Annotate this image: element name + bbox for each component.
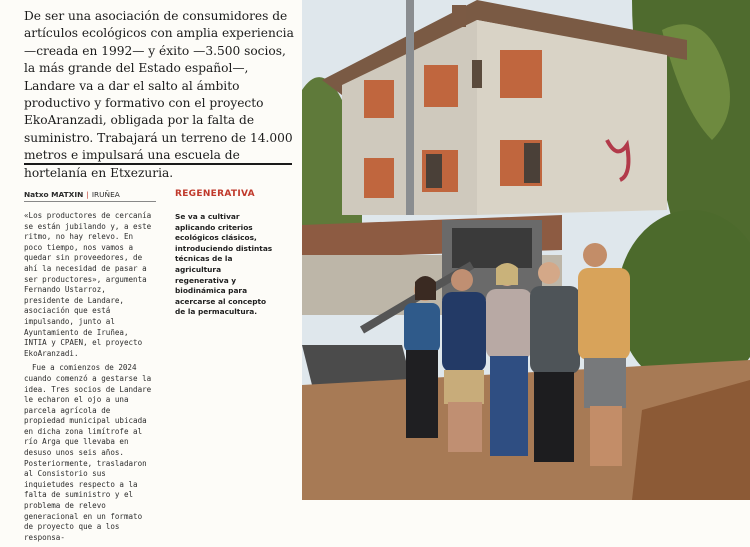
person-top — [404, 303, 440, 353]
sidebar-title: REGENERATIVA — [175, 189, 255, 199]
person-legs — [490, 356, 528, 456]
person-hair — [415, 276, 436, 300]
lead-divider — [24, 163, 292, 165]
byline-divider — [24, 201, 156, 202]
byline-separator: | — [86, 190, 89, 199]
tractor-cabin — [452, 228, 532, 268]
article-paragraph: «Los productores de cercanía se están jubilando y, a este ritmo, no hay relevo. En poco tiempo, nos vamos a quedar sin proveedores, de ahí la necesidad de pasar a ser productores», argumenta Fernando Ustarroz, presidente de Landare, asociación que está impulsando, junto al Ayuntamiento de Iruñea, INTIA y CPAEN, el proyecto EkoAranzadi. — [24, 211, 152, 358]
person-top — [530, 286, 580, 374]
window — [364, 80, 394, 118]
person-top — [486, 289, 532, 359]
article-paragraph: Fue a comienzos de 2024 cuando comenzó a gestarse la idea. Tres socios de Landare le echaron el ojo a una parcela agrícola de propiedad municipal ubicada en dicha zona limítrofe al río Arga que llevaba en desuso unos seis años. Posteriormente, trasladaron al Consistorio sus inquietudes respecto a la falta de suministro y el problema de relevo generacional en un formato de proyecto que a los responsa- — [24, 363, 152, 542]
byline-place: IRUÑEA — [91, 190, 120, 199]
tractor-bucket — [302, 345, 412, 385]
window-shutter — [426, 154, 442, 188]
window — [424, 65, 458, 107]
byline-author: Natxo MATXIN — [24, 190, 84, 199]
window — [500, 50, 542, 98]
person-head — [583, 243, 607, 267]
person-hair — [496, 263, 518, 285]
article-lead: De ser una asociación de consumidores de artículos ecológicos con amplia experiencia —creada en 1992— y éxito —3.500 socios, la más grande del Estado español—, Landare va a dar el salto al ámbito productivo y formativo con el proyecto EkoAranzadi, obligada por la falta de suministro. Trabajará un terreno de 14.000 metros e impulsará una escuela de hortelanía en Etxezuria. — [24, 9, 294, 180]
person-shorts — [584, 358, 626, 408]
article-body — [24, 211, 154, 547]
person-shorts — [444, 370, 484, 404]
window — [472, 60, 482, 88]
person-top — [578, 268, 630, 360]
window-shutter — [524, 143, 540, 183]
person-legs — [406, 350, 438, 438]
attic-window — [452, 5, 466, 27]
drainpipe — [406, 0, 414, 215]
person-head — [451, 269, 473, 291]
person-legs — [448, 402, 482, 452]
person-legs — [590, 406, 622, 466]
photo-illustration — [302, 0, 750, 500]
person-head — [538, 262, 560, 284]
window — [364, 158, 394, 198]
sidebar-text: Se va a cultivar aplicando criterios ecológicos clásicos, introduciendo distintas técnicas de la agricultura regenerativa y biodinámica para acercarse al concepto de la permacultura. — [175, 212, 273, 317]
byline — [24, 190, 164, 199]
person-top — [442, 292, 486, 372]
person-legs — [534, 372, 574, 462]
article-photo — [302, 0, 750, 500]
